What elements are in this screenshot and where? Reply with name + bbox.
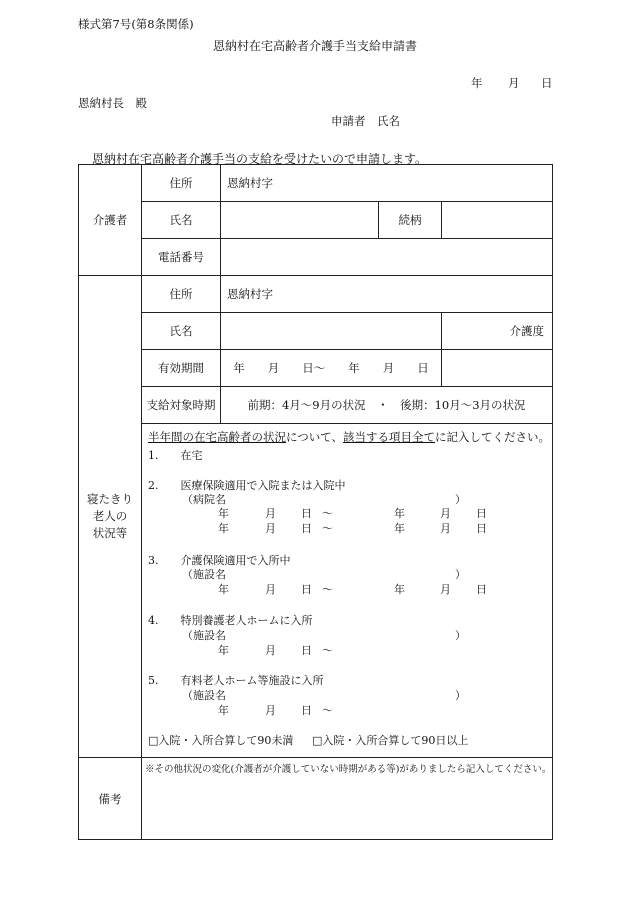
payment-period-value: 前期：4月～9月の状況 ・ 後期：10月～3月の状況 — [221, 387, 553, 424]
date-year-label: 年 — [471, 76, 483, 90]
hospital-name-close: ） — [455, 493, 466, 506]
document-title: 恩納村在宅高齢者介護手当支給申請書 — [212, 39, 417, 53]
hospital-name-label: （病院名 — [182, 493, 226, 506]
remarks-label: 備考 — [79, 758, 142, 840]
care-facility-name-close: ） — [455, 568, 466, 581]
caregiver-address-label: 住所 — [142, 165, 221, 202]
nursing-home-name-label: （施設名 — [182, 629, 226, 642]
validity-extra-field[interactable] — [442, 350, 553, 387]
elder-name-label: 氏名 — [142, 313, 221, 350]
bedridden-section-label: 寝たきり 老人の 状況等 — [79, 276, 142, 758]
payment-period-label: 支給対象時期 — [142, 387, 221, 424]
checkbox-over-90-days[interactable]: □入院・入所合算して90日以上 — [312, 734, 469, 747]
application-form-table — [78, 164, 553, 840]
form-number: 様式第7号(第8条関係) — [78, 17, 194, 31]
caregiver-phone-field[interactable] — [221, 239, 553, 276]
status-item-nursing-home: 4. 特別養護老人ホームに入所 — [148, 614, 313, 627]
paid-home-name-label: （施設名 — [182, 689, 226, 702]
status-item-paid-home: 5. 有料老人ホーム等施設に入所 — [148, 674, 324, 687]
caregiver-name-field[interactable] — [221, 202, 379, 239]
remarks-note: ※その他状況の変化(介護者が介護していない時期がある等)がありましたら記入してください。 — [145, 764, 552, 775]
validity-period-field[interactable]: 年 月 日～ 年 月 日 — [221, 350, 442, 387]
status-details-cell: 半年間の在宅高齢者の状況について、該当する項目全てに記入してください。 1. 在宅 2. 医療保険適用で入院または入院中 （病院名 ） 年 月 日 ～ 年 月 日 年 月 日 ～ 年 月 日 3. 介護保険適用で入所中 （施設名 ） 年 月 日 ～ 年 月 日 4. 特別養護老人ホームに入所 （施設名 ） 年 月 日 ～ 5. 有料老人ホーム等施設に入所 （施設名 ） 年 月 日 ～ □入院・入所合算して90未満 □入院・入所合算して90日以上 — [142, 424, 553, 758]
checkbox-under-90-days[interactable]: □入院・入所合算して90未満 — [148, 734, 294, 747]
date-day-label: 日 — [541, 76, 553, 90]
status-instruction: 半年間の在宅高齢者の状況について、該当する項目全てに記入してください。 — [148, 430, 551, 444]
remarks-field[interactable] — [142, 758, 553, 840]
caregiver-relation-label: 続柄 — [379, 202, 442, 239]
paid-home-name-close: ） — [455, 689, 466, 702]
status-item-at-home: 1. 在宅 — [148, 449, 203, 462]
validity-period-label: 有効期間 — [142, 350, 221, 387]
addressee: 恩納村長 殿 — [78, 96, 147, 110]
status-item-care-facility: 3. 介護保険適用で入所中 — [148, 554, 291, 567]
date-month-label: 月 — [508, 76, 520, 90]
status-item-hospital: 2. 医療保険適用で入院または入院中 — [148, 479, 346, 492]
caregiver-section-label: 介護者 — [79, 165, 142, 276]
caregiver-phone-label: 電話番号 — [142, 239, 221, 276]
care-level-label: 介護度 — [442, 313, 553, 350]
elder-name-field[interactable] — [221, 313, 442, 350]
intro-text: 恩納村在宅高齢者介護手当の支給を受けたいので申請します。 — [92, 152, 428, 166]
care-facility-name-label: （施設名 — [182, 568, 226, 581]
caregiver-relation-field[interactable] — [442, 202, 553, 239]
caregiver-address-field[interactable]: 恩納村字 — [221, 165, 553, 202]
caregiver-name-label: 氏名 — [142, 202, 221, 239]
elder-address-label: 住所 — [142, 276, 221, 313]
elder-address-field[interactable]: 恩納村字 — [221, 276, 553, 313]
applicant-name-label: 申請者 氏名 — [331, 114, 400, 128]
nursing-home-name-close: ） — [455, 629, 466, 642]
